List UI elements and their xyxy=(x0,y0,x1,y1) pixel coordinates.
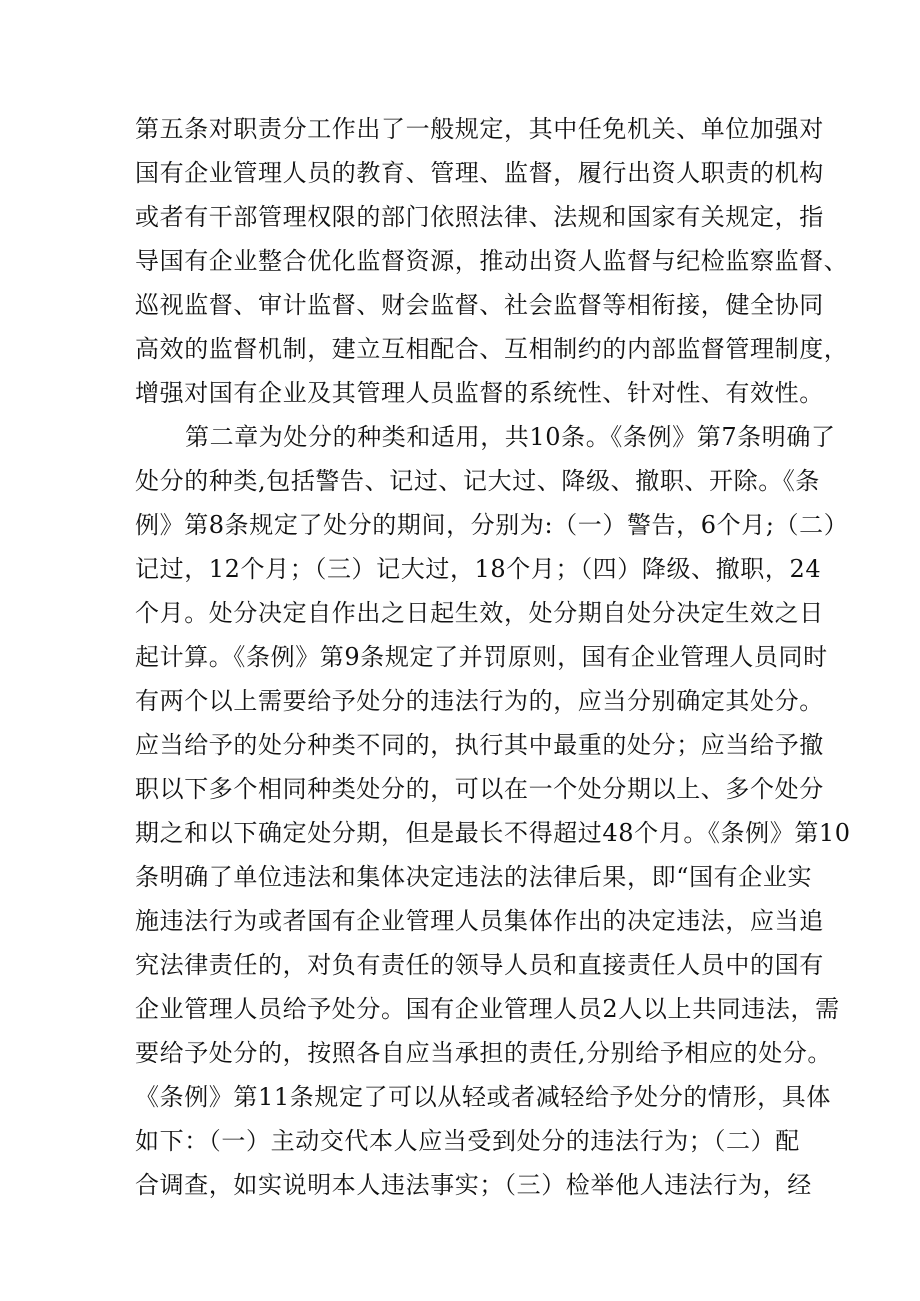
text-line: 处分的种类,包括警告、记过、记大过、降级、撤职、开除。《条 xyxy=(135,467,821,495)
text-line: 例》第8条规定了处分的期间，分别为:（一）警告，6个月;（二） xyxy=(135,511,849,539)
text-line: 《条例》第11条规定了可以从轻或者减轻给予处分的情形，具体 xyxy=(135,1083,831,1111)
text-line: 要给予处分的，按照各自应当承担的责任,分别给予相应的处分。 xyxy=(135,1039,833,1067)
text-line: 第五条对职责分工作出了一般规定，其中任免机关、单位加强对 xyxy=(135,115,824,143)
text-line: 企业管理人员给予处分。国有企业管理人员2人以上共同违法，需 xyxy=(135,995,840,1023)
text-line: 合调查，如实说明本人违法事实；（三）检举他人违法行为，经 xyxy=(135,1171,812,1199)
text-line: 施违法行为或者国有企业管理人员集体作出的决定违法，应当追 xyxy=(135,907,824,935)
text-line: 期之和以下确定处分期，但是最长不得超过48个月。《条例》第10 xyxy=(135,819,851,847)
text-line: 或者有干部管理权限的部门依照法律、法规和国家有关规定，指 xyxy=(135,203,824,231)
text-line: 增强对国有企业及其管理人员监督的系统性、针对性、有效性。 xyxy=(135,379,824,407)
text-line: 记过，12个月；（三）记大过，18个月；（四）降级、撤职，24 xyxy=(135,555,822,583)
text-line: 高效的监督机制，建立互相配合、互相制约的内部监督管理制度， xyxy=(135,335,849,363)
text-line: 究法律责任的，对负有责任的领导人员和直接责任人员中的国有 xyxy=(135,951,824,979)
text-line: 有两个以上需要给予处分的违法行为的，应当分别确定其处分。 xyxy=(135,687,824,715)
text-line: 导国有企业整合优化监督资源，推动出资人监督与纪检监察监督、 xyxy=(135,247,849,275)
text-line: 如下：（一）主动交代本人应当受到处分的违法行为；（二）配 xyxy=(135,1127,800,1155)
paragraph-first-line: 第二章为处分的种类和适用，共10条。《条例》第7条明确了 xyxy=(185,423,836,451)
text-line: 个月。处分决定自作出之日起生效，处分期自处分决定生效之日 xyxy=(135,599,824,627)
text-line: 起计算。《条例》第9条规定了并罚原则，国有企业管理人员同时 xyxy=(135,643,828,671)
text-line: 条明确了单位违法和集体决定违法的法律后果，即“国有企业实 xyxy=(135,863,813,891)
text-line: 职以下多个相同种类处分的，可以在一个处分期以上、多个处分 xyxy=(135,775,824,803)
text-line: 国有企业管理人员的教育、管理、监督，履行出资人职责的机构 xyxy=(135,159,824,187)
text-line: 巡视监督、审计监督、财会监督、社会监督等相衔接，健全协同 xyxy=(135,291,824,319)
text-line: 应当给予的处分种类不同的，执行其中最重的处分；应当给予撤 xyxy=(135,731,824,759)
